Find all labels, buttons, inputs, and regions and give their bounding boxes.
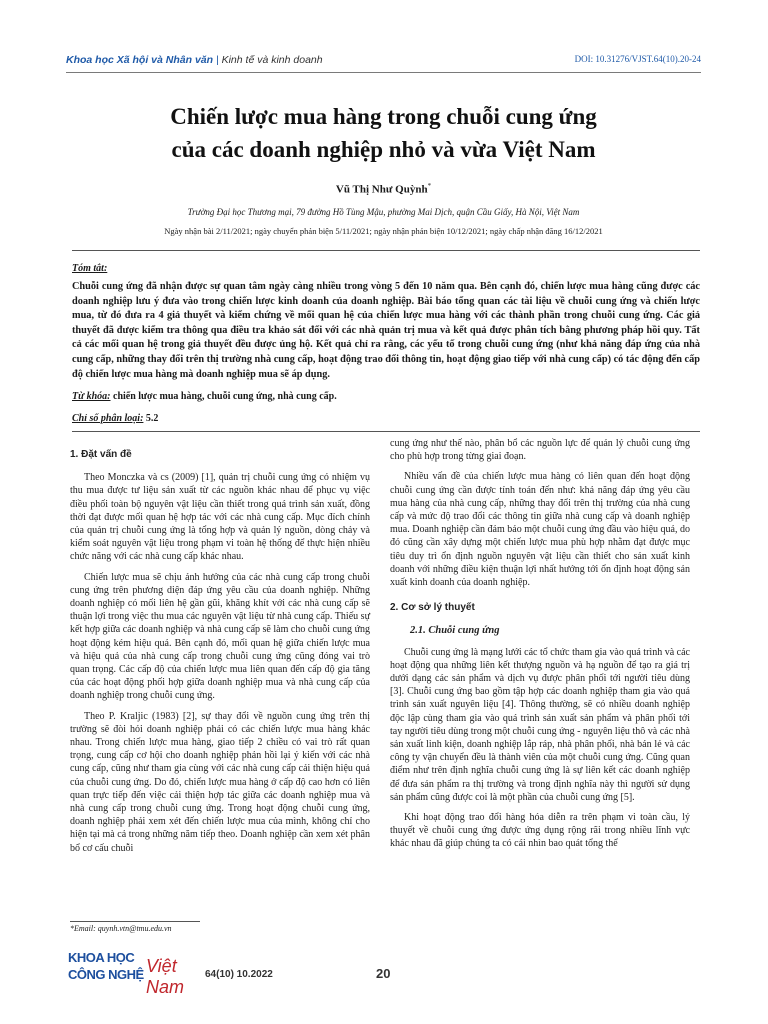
title-line-1: Chiến lược mua hàng trong chuỗi cung ứng <box>170 104 597 129</box>
classification <box>72 413 700 424</box>
abstract-bottom-rule <box>72 431 700 432</box>
author-name: Vũ Thị Như Quỳnh <box>335 183 428 196</box>
title-line-2: của các doanh nghiệp nhỏ và vừa Việt Nam <box>171 137 596 162</box>
author-line <box>66 182 701 196</box>
keywords-value: chiến lược mua hàng, chuỗi cung ứng, nhà cung cấp. <box>110 391 337 402</box>
keywords-label: Từ khóa: <box>72 391 111 402</box>
paragraph: Chiến lược mua sẽ chịu ảnh hưởng của các nhà cung cấp trong chuỗi cung ứng trên phương diện đáp ứng yêu cầu của doanh nghiệp. Những doanh nghiệp có mối liên hệ gần gũi, khăng khít với các nhà cung cấp sẽ thuận lợi trong việc thu mua các nguyên vật liệu từ nhà cung cấp. Thiếu sự kết hợp giữa các doanh nghiệp và nhà cung cấp sẽ làm cho chuỗi cung ứng hoạt động kém hiệu quả. Bên cạnh đó, mối quan hệ giữa chiến lược mua và hiệu quả của nhà cung cấp trong chuỗi cung ứng cũng đóng vai trò quan trọng. Các cấp độ của chiến lược mua liên quan đến cấp độ gia tăng của các hoạt động phối hợp giữa doanh nghiệp mua và nhà cung cấp của doanh nghiệp trong chuỗi cung ứng. <box>70 571 370 702</box>
section-heading-intro: 1. Đặt vấn đề <box>70 449 132 460</box>
logo-vietnam: Việt Nam <box>146 956 185 997</box>
page-number: 20 <box>376 966 391 981</box>
paragraph: Nhiều vấn đề của chiến lược mua hàng có liên quan đến hoạt động chuỗi cung ứng cần được tính toán đến như: khả năng đáp ứng yêu cầu mua hàng của nhà cung cấp, những thay đổi trên thị trường của nhà cung cấp và mức độ trao đổi các thông tin giữa nhà cung cấp và doanh nghiệp mua. Doanh nghiệp cần đảm bảo một chuỗi cung ứng đầu vào hiệu quả, do đó cũng cần xây dựng một chiến lược mua phù hợp nhằm đạt được mục tiêu duy trì ổn định nguồn nguyên vật liệu cần thiết cho sản xuất kinh doanh với những điều kiện thuận lợi nhất hướng tới ổn định hoạt động sản xuất kinh doanh của doanh nghiệp. <box>390 471 690 589</box>
left-column <box>70 448 370 862</box>
journal-name <box>66 54 323 66</box>
author-mark: * <box>427 182 432 190</box>
article-title <box>66 100 701 166</box>
affiliation: Trường Đại học Thương mại, 79 đường Hồ Tùng Mậu, phường Mai Dịch, quận Cầu Giấy, Hà Nội, Việt Nam <box>187 207 580 217</box>
paragraph: Khi hoạt động trao đổi hàng hóa diễn ra trên phạm vi toàn cầu, lý thuyết về chuỗi cung ứng được ứng dụng rộng rãi trong nhiều lĩnh vực khác nhau đã giúp chúng ta có cái nhìn bao quát tổng thể <box>390 812 690 850</box>
journal-title: Khoa học Xã hội và Nhân văn <box>66 54 214 66</box>
logo-line-2: CÔNG NGHỆ <box>68 967 144 982</box>
paragraph: Theo Monczka và cs (2009) [1], quản trị chuỗi cung ứng có nhiệm vụ thu mua được tư liệu sản xuất từ các nguồn khác nhau để phục vụ việc điều phối toàn bộ nguyên vật liệu cần thiết trong quá trình sản xuất, đồng thời đạt được mối quan hệ hợp tác với các nhà cung cấp. Mục đích chính của quản trị chuỗi cung ứng là tổng hợp và quản lý nguồn, dòng chảy và kiểm soát nguyên vật liệu trong phạm vi toàn hệ thống để thực hiện nhiều chức năng với các nhà cung cấp khác nhau. <box>70 472 370 563</box>
section-name: Kinh tế và kinh doanh <box>221 54 323 66</box>
footnote-rule <box>70 921 200 922</box>
classification-value: 5.2 <box>143 413 159 424</box>
abstract-heading: Tóm tắt: <box>72 263 108 274</box>
paragraph: Chuỗi cung ứng là mạng lưới các tổ chức tham gia vào quá trình và các hoạt động qua những liên kết thượng nguồn và hạ nguồn để tạo ra giá trị dưới dạng các sản phẩm và dịch vụ được phân phối tới người tiêu dùng [3]. Chuỗi cung ứng bao gồm tập hợp các doanh nghiệp tham gia vào quá trình sản xuất nguyên liệu [4]. Thông thường, sẽ có nhiều doanh nghiệp độc lập cùng tham gia vào quá trình sản xuất sản phẩm và phân phối tới tay người tiêu dùng trong một chuỗi cung ứng - nguyên liệu thô và các nhà sản xuất linh kiện, doanh nghiệp lắp ráp, nhà phân phối, nhà bán lẻ và các công ty vận chuyển đều là thành viên của một chuỗi cung ứng. Cũng quan điểm như trên định nghĩa chuỗi cung ứng là sự liên kết các doanh nghiệp để đưa sản phẩm ra thị trường và trong định nghĩa này thì người sử dụng sản phẩm cũng được coi là một phần của chuỗi cung ứng [5]. <box>390 646 690 803</box>
classification-label: Chỉ số phân loại: <box>72 413 144 424</box>
footnote-email[interactable]: *Email: quynh.vtn@tmu.edu.vn <box>70 924 172 933</box>
submission-dates: Ngày nhận bài 2/11/2021; ngày chuyển phản biện 5/11/2021; ngày nhận phản biện 10/12/2021; ngày chấp nhận đăng 16/12/2021 <box>164 226 603 236</box>
abstract-top-rule <box>72 250 700 251</box>
paragraph: cung ứng như thế nào, phân bổ các nguồn lực để quản lý chuỗi cung ứng cho phù hợp trong từng giai đoạn. <box>390 438 690 463</box>
section-heading-theory: 2. Cơ sở lý thuyết <box>390 602 475 614</box>
right-column <box>390 437 690 858</box>
header-rule <box>66 72 701 73</box>
header-separator: | <box>213 54 222 66</box>
paragraph: Theo P. Kraljic (1983) [2], sự thay đổi về nguồn cung ứng trên thị trường sẽ đòi hỏi doanh nghiệp phải có các chiến lược mua hàng khác nhau. Trong chiến lược mua hàng, giao tiếp 2 chiều có vai trò rất quan trọng, cung cấp cơ hội cho doanh nghiệp phản hồi lại ý kiến với các nhà cung cấp, cũng như tham gia cùng với các nhà cung cấp cải thiện hiệu quả của chuỗi cung ứng. Do đó, chiến lược mua hàng ở cấp độ cao hơn có liên quan trực tiếp đến việc cải thiện hợp tác giữa các doanh nghiệp mua và nhà cung cấp trong chuỗi cung ứng. Trong hoạt động chuỗi cung ứng, doanh nghiệp phải xem xét đến chiến lược mua của mình, không chỉ cho hiện tại mà cả trong những năm tiếp theo. Doanh nghiệp cần xem xét phân bổ cơ cấu chuỗi <box>70 710 370 854</box>
keywords <box>72 391 700 402</box>
running-header <box>66 51 701 71</box>
journal-logo <box>66 950 196 997</box>
abstract-body: Chuỗi cung ứng đã nhận được sự quan tâm ngày càng nhiều trong vòng 5 đến 10 năm qua. Bên cạnh đó, chiến lược mua hàng cũng được các doanh nghiệp lưu ý đưa vào trong chiến lược kinh doanh của doanh nghiệp. Bài báo tổng quan các tài liệu về chuỗi cung ứng và chiến lược mua, từ đó đưa ra 4 giả thuyết và kiểm chứng về mối quan hệ của chiến lược mua hàng với các thành phần trong chuỗi cung ứng. Các giả thuyết đã được kiểm tra thông qua điều tra khảo sát đối với các nhà quản trị mua và kết quả được phân tích bằng phương pháp hồi quy. Tất cả các mối quan hệ trong giả thuyết đều được ủng hộ. Kết quả chỉ ra rằng, các yếu tố trong chuỗi cung ứng (như khả năng đáp ứng của nhà cung cấp, những thay đổi trên thị trường nhà cung cấp, hoạt động trao đổi thông tin, hoạt động giao tiếp với nhà cung cấp) có tác động đến cấp độ chiến lược mua hàng mà doanh nghiệp mua sẽ áp dụng. <box>72 281 700 380</box>
logo-line-1: KHOA HỌC <box>68 950 135 965</box>
subsection-heading: 2.1. Chuỗi cung ứng <box>410 625 500 637</box>
doi-link[interactable]: DOI: 10.31276/VJST.64(10).20-24 <box>574 54 701 64</box>
issue-number: 64(10) 10.2022 <box>205 969 273 980</box>
